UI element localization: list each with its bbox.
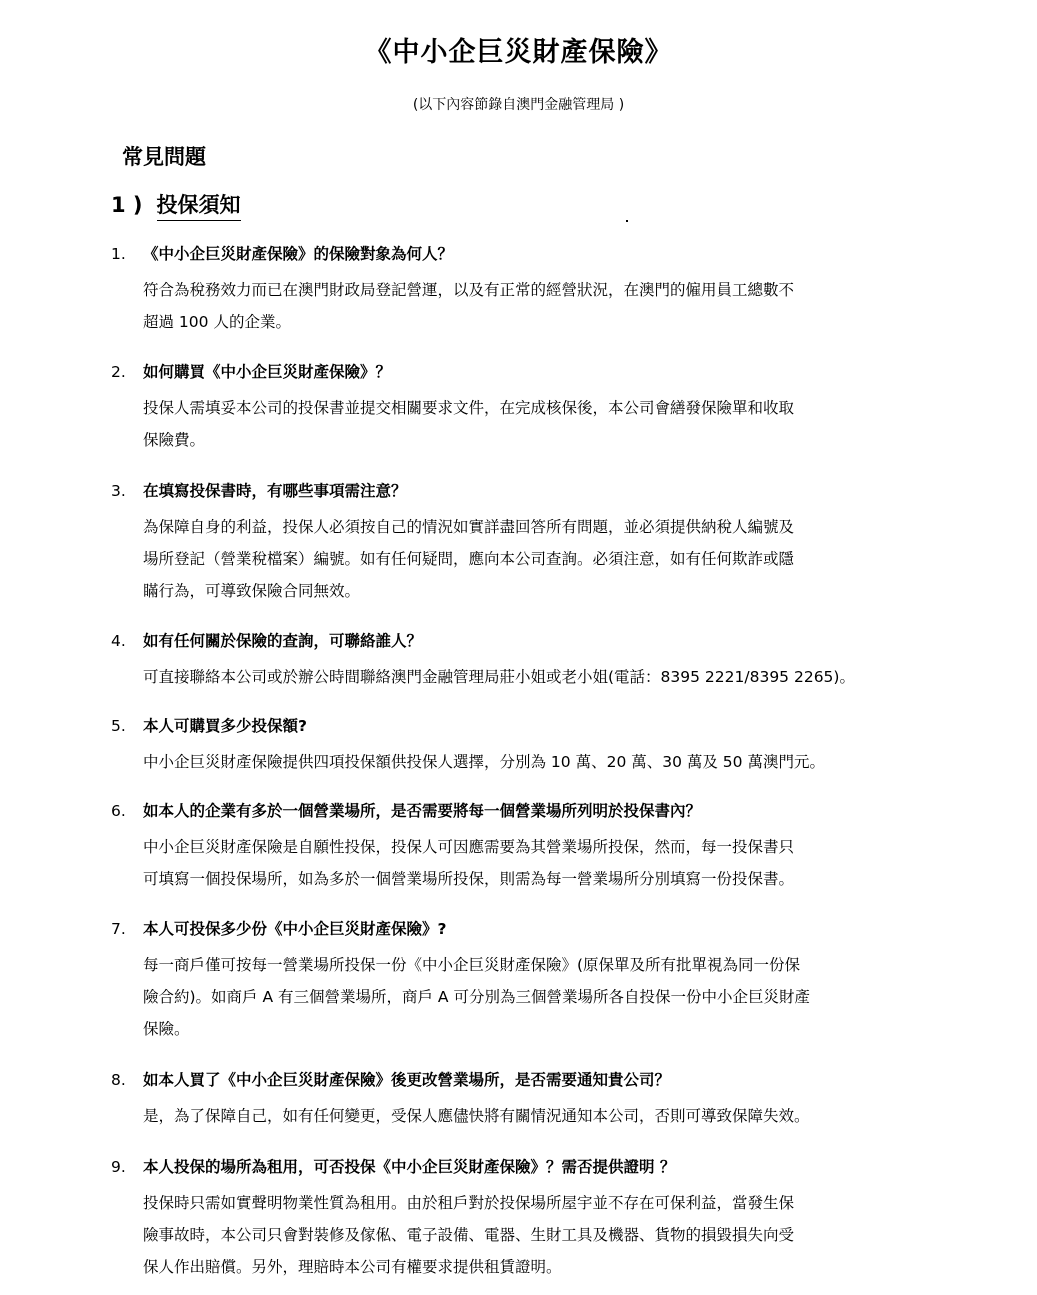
- faq-question-text: 本人可投保多少份《中小企巨災財產保險》?: [143, 920, 447, 938]
- faq-question: [111, 479, 407, 501]
- faq-question-text: 如有任何關於保險的查詢，可聯絡誰人？: [143, 632, 423, 650]
- faq-heading: 常見問題: [122, 145, 206, 169]
- faq-question: [111, 714, 307, 736]
- answer-line: 瞞行為，可導致保險合同無效。: [143, 582, 361, 600]
- answer-line: 超過 100 人的企業。: [143, 313, 291, 331]
- answer-line: 每一商戶僅可按每一營業場所投保一份《中小企巨災財產保險》(原保單及所有批單視為同一份保: [143, 956, 801, 974]
- answer-line: 中小企巨災財產保險是自願性投保，投保人可因應需要為其營業場所投保，然而，每一投保書只: [143, 838, 795, 856]
- faq-question-text: 《中小企巨災財產保險》的保險對象為何人？: [143, 245, 454, 263]
- answer-line: 可填寫一個投保場所，如為多於一個營業場所投保，則需為每一營業場所分別填寫一份投保書。: [143, 870, 795, 888]
- faq-question-text: 本人可購買多少投保額?: [143, 717, 307, 735]
- faq-answer: [143, 949, 943, 1045]
- faq-answer: [143, 1100, 943, 1132]
- faq-question-text: 如本人買了《中小企巨災財產保險》後更改營業場所，是否需要通知貴公司？: [143, 1071, 671, 1089]
- answer-line: 保險費。: [143, 431, 206, 449]
- faq-question: [111, 242, 453, 264]
- faq-question: [111, 629, 422, 651]
- faq-answer: [143, 392, 943, 456]
- document-title: 《中小企巨災財產保險》: [364, 37, 673, 68]
- faq-number: 1.: [111, 245, 126, 263]
- faq-answer: [143, 746, 943, 778]
- faq-number: 5.: [111, 717, 126, 735]
- faq-question-text: 在填寫投保書時，有哪些事項需注意？: [143, 482, 407, 500]
- faq-number: 9.: [111, 1158, 126, 1176]
- answer-line: 是，為了保障自己，如有任何變更，受保人應儘快將有關情況通知本公司，否則可導致保障失效。: [143, 1107, 810, 1125]
- answer-line: 投保時只需如實聲明物業性質為租用。由於租戶對於投保場所屋宇並不存在可保利益，當發生保: [143, 1194, 795, 1212]
- section-label: 投保須知: [157, 193, 241, 221]
- section-number: 1 ): [111, 193, 143, 217]
- faq-number: 4.: [111, 632, 126, 650]
- answer-line: 險合約)。如商戶 A 有三個營業場所，商戶 A 可分別為三個營業場所各自投保一份中小企巨災財產: [143, 988, 810, 1006]
- faq-question: [111, 917, 447, 939]
- faq-number: 8.: [111, 1071, 126, 1089]
- answer-line: 保險。: [143, 1020, 190, 1038]
- stray-dot: [626, 220, 628, 222]
- faq-question-text: 如何購買《中小企巨災財產保險》？: [143, 363, 392, 381]
- section-heading: [111, 189, 241, 219]
- faq-answer: [143, 511, 943, 607]
- answer-line: 為保障自身的利益，投保人必須按自己的情況如實詳盡回答所有問題，並必須提供納稅人編號及: [143, 518, 795, 536]
- faq-number: 2.: [111, 363, 126, 381]
- faq-question-text: 如本人的企業有多於一個營業場所，是否需要將每一個營業場所列明於投保書內？: [143, 802, 702, 820]
- faq-answer: [143, 661, 943, 693]
- answer-line: 中小企巨災財產保險提供四項投保額供投保人選擇，分別為 10 萬、20 萬、30 萬及 50 萬澳門元。: [143, 753, 825, 771]
- answer-line: 險事故時，本公司只會對裝修及傢俬、電子設備、電器、生財工具及機器、貨物的損毀損失向受: [143, 1226, 795, 1244]
- faq-answer: [143, 1187, 943, 1283]
- answer-line: 保人作出賠償。另外，理賠時本公司有權要求提供租賃證明。: [143, 1258, 562, 1276]
- answer-line: 投保人需填妥本公司的投保書並提交相關要求文件，在完成核保後，本公司會繕發保險單和收取: [143, 399, 795, 417]
- faq-question: [111, 799, 701, 821]
- faq-question: [111, 1068, 670, 1090]
- faq-number: 6.: [111, 802, 126, 820]
- answer-line: 可直接聯絡本公司或於辦公時間聯絡澳門金融管理局莊小姐或老小姐(電話：8395 2221/8395 2265)。: [143, 668, 855, 686]
- faq-number: 7.: [111, 920, 126, 938]
- document-subtitle: (以下內容節錄自澳門金融管理局 ): [412, 97, 625, 113]
- faq-answer: [143, 274, 943, 338]
- answer-line: 場所登記（營業稅檔案）編號。如有任何疑問，應向本公司查詢。必須注意，如有任何欺詐或隱: [143, 550, 795, 568]
- faq-question: [111, 360, 391, 382]
- faq-answer: [143, 831, 943, 895]
- answer-line: 符合為稅務效力而已在澳門財政局登記營運，以及有正常的經營狀況，在澳門的僱用員工總數不: [143, 281, 795, 299]
- faq-question: [111, 1155, 675, 1177]
- faq-number: 3.: [111, 482, 126, 500]
- faq-question-text: 本人投保的場所為租用，可否投保《中小企巨災財產保險》？需否提供證明 ？: [143, 1158, 676, 1176]
